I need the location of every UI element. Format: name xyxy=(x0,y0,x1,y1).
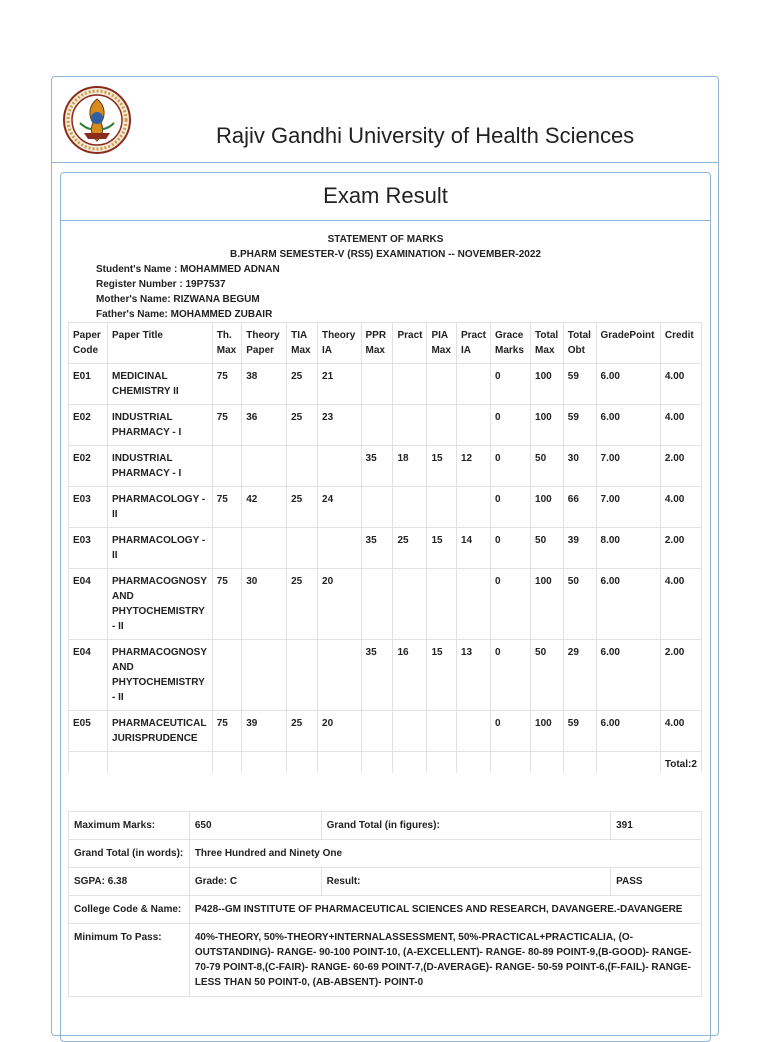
table-cell: 4.00 xyxy=(660,364,701,405)
summary-row xyxy=(69,840,702,868)
summary-row xyxy=(69,812,702,840)
table-cell: 35 xyxy=(361,528,393,569)
col-header: Theory IA xyxy=(318,323,361,364)
col-header: Pract xyxy=(393,323,427,364)
table-cell: PHARMACOLOGY - II xyxy=(108,528,213,569)
header-row xyxy=(69,323,702,364)
table-cell xyxy=(427,711,457,752)
table-cell: 2.00 xyxy=(660,640,701,711)
table-cell xyxy=(531,752,564,774)
marks-table-body xyxy=(69,364,702,774)
table-cell: 0 xyxy=(491,528,531,569)
table-cell: 25 xyxy=(287,569,318,640)
table-cell xyxy=(287,446,318,487)
table-cell xyxy=(456,487,490,528)
table-cell: 7.00 xyxy=(596,446,660,487)
table-cell: MEDICINAL CHEMISTRY II xyxy=(108,364,213,405)
table-cell xyxy=(563,752,596,774)
table-cell: 50 xyxy=(531,528,564,569)
table-row xyxy=(69,569,702,640)
table-cell: PHARMACOGNOSY AND PHYTOCHEMISTRY - II xyxy=(108,640,213,711)
grand-total-figures-value: 391 xyxy=(611,812,702,840)
table-cell: 59 xyxy=(563,364,596,405)
table-row xyxy=(69,487,702,528)
table-cell: 6.00 xyxy=(596,364,660,405)
university-seal-logo xyxy=(62,85,132,155)
table-cell: E03 xyxy=(69,487,108,528)
table-cell: 50 xyxy=(531,446,564,487)
table-cell: 6.00 xyxy=(596,569,660,640)
table-cell: 36 xyxy=(242,405,287,446)
col-header: PIA Max xyxy=(427,323,457,364)
table-row xyxy=(69,364,702,405)
col-header: Credit xyxy=(660,323,701,364)
table-cell: 100 xyxy=(531,711,564,752)
summary-row xyxy=(69,868,702,896)
table-row xyxy=(69,752,702,774)
table-cell xyxy=(393,711,427,752)
table-cell: 12 xyxy=(456,446,490,487)
table-cell: 2.00 xyxy=(660,446,701,487)
table-cell xyxy=(212,640,242,711)
table-cell: 25 xyxy=(287,405,318,446)
table-cell xyxy=(361,405,393,446)
table-cell: 15 xyxy=(427,446,457,487)
table-row xyxy=(69,711,702,752)
col-header: Pract IA xyxy=(456,323,490,364)
grand-total-words-label: Grand Total (in words): xyxy=(69,840,190,868)
grade-value: Grade: C xyxy=(189,868,321,896)
table-cell xyxy=(69,752,108,774)
table-cell xyxy=(242,528,287,569)
col-header: Grace Marks xyxy=(491,323,531,364)
table-cell: 39 xyxy=(242,711,287,752)
table-cell xyxy=(393,487,427,528)
table-cell: 6.00 xyxy=(596,405,660,446)
table-cell: E02 xyxy=(69,405,108,446)
summary-row xyxy=(69,896,702,924)
statement-exam: B.PHARM SEMESTER-V (RS5) EXAMINATION -- NOVEMBER-2022 xyxy=(230,249,541,260)
table-cell: 50 xyxy=(531,640,564,711)
table-cell xyxy=(361,364,393,405)
result-page-container xyxy=(51,76,719,1036)
father-name-line: Father's Name: MOHAMMED ZUBAIR xyxy=(96,309,273,320)
table-cell: 75 xyxy=(212,405,242,446)
table-cell: 75 xyxy=(212,569,242,640)
table-cell xyxy=(212,752,242,774)
table-cell: 100 xyxy=(531,569,564,640)
table-cell xyxy=(393,752,427,774)
table-cell: E04 xyxy=(69,569,108,640)
table-cell: INDUSTRIAL PHARMACY - I xyxy=(108,405,213,446)
university-name: Rajiv Gandhi University of Health Sciences xyxy=(216,123,635,148)
min-pass-value: 40%-THEORY, 50%-THEORY+INTERNALASSESSMENT, 50%-PRACTICAL+PRACTICALIA, (O-OUTSTANDING)- RANGE- 90-100 POINT-10, (A-EXCELLENT)- RANGE- 80-89 POINT-9,(B-GOOD)- RANGE- 70-79 POINT-8,(C-FAIR)- RANGE- 60-69 POINT-7,(D-AVERAGE)- RANGE- 50-59 POINT-6,(F-FAIL)- RANGE- LESS THAN 50 POINT-0, (AB-ABSENT)- POINT-0 xyxy=(189,924,701,997)
table-cell xyxy=(427,364,457,405)
mother-name-line: Mother's Name: RIZWANA BEGUM xyxy=(96,294,260,305)
student-name: MOHAMMED ADNAN xyxy=(180,264,280,275)
table-cell: E05 xyxy=(69,711,108,752)
table-cell: 25 xyxy=(287,364,318,405)
table-cell: 75 xyxy=(212,711,242,752)
table-cell xyxy=(427,752,457,774)
table-cell: INDUSTRIAL PHARMACY - I xyxy=(108,446,213,487)
college-value: P428--GM INSTITUTE OF PHARMACEUTICAL SCIENCES AND RESEARCH, DAVANGERE.-DAVANGERE xyxy=(189,896,701,924)
table-cell: 75 xyxy=(212,364,242,405)
col-header: Theory Paper xyxy=(242,323,287,364)
table-cell xyxy=(242,752,287,774)
table-cell: 0 xyxy=(491,405,531,446)
table-row xyxy=(69,640,702,711)
table-cell xyxy=(456,711,490,752)
table-cell: 2.00 xyxy=(660,528,701,569)
grand-total-words-value: Three Hundred and Ninety One xyxy=(189,840,701,868)
table-cell: PHARMACOGNOSY AND PHYTOCHEMISTRY - II xyxy=(108,569,213,640)
table-cell: 18 xyxy=(393,446,427,487)
table-cell: 6.00 xyxy=(596,640,660,711)
marks-table xyxy=(68,322,702,773)
table-cell: 100 xyxy=(531,364,564,405)
father-name: MOHAMMED ZUBAIR xyxy=(170,309,273,320)
table-cell: 25 xyxy=(287,487,318,528)
max-marks-value: 650 xyxy=(189,812,321,840)
table-cell xyxy=(212,446,242,487)
table-cell: 4.00 xyxy=(660,487,701,528)
table-cell xyxy=(456,752,490,774)
table-cell: PHARMACOLOGY - II xyxy=(108,487,213,528)
table-cell: 25 xyxy=(393,528,427,569)
table-row xyxy=(69,405,702,446)
table-cell xyxy=(393,405,427,446)
table-cell xyxy=(393,569,427,640)
table-cell xyxy=(427,405,457,446)
table-cell: 6.00 xyxy=(596,711,660,752)
col-header: Total Obt xyxy=(563,323,596,364)
table-cell: 0 xyxy=(491,711,531,752)
table-cell: 13 xyxy=(456,640,490,711)
table-cell: 4.00 xyxy=(660,405,701,446)
table-cell: 42 xyxy=(242,487,287,528)
summary-table xyxy=(68,811,702,997)
table-cell: 35 xyxy=(361,640,393,711)
table-cell: 21 xyxy=(318,364,361,405)
table-cell: 66 xyxy=(563,487,596,528)
table-cell xyxy=(287,640,318,711)
table-cell xyxy=(361,752,393,774)
col-header: TIA Max xyxy=(287,323,318,364)
mother-name: RIZWANA BEGUM xyxy=(173,294,260,305)
register-number: 19P7537 xyxy=(185,279,226,290)
college-label: College Code & Name: xyxy=(69,896,190,924)
col-header: Paper Code xyxy=(69,323,108,364)
table-cell: 0 xyxy=(491,364,531,405)
table-cell xyxy=(287,528,318,569)
col-header: PPR Max xyxy=(361,323,393,364)
table-cell: 7.00 xyxy=(596,487,660,528)
table-cell: 20 xyxy=(318,711,361,752)
table-cell: 30 xyxy=(242,569,287,640)
col-header: GradePoint xyxy=(596,323,660,364)
table-cell xyxy=(318,446,361,487)
table-cell xyxy=(287,752,318,774)
table-cell xyxy=(318,640,361,711)
table-cell: 75 xyxy=(212,487,242,528)
table-cell xyxy=(456,405,490,446)
table-cell xyxy=(108,752,213,774)
table-cell: 100 xyxy=(531,405,564,446)
table-cell: E01 xyxy=(69,364,108,405)
table-cell: 15 xyxy=(427,528,457,569)
table-cell: 20 xyxy=(318,569,361,640)
grand-total-figures-label: Grand Total (in figures): xyxy=(321,812,610,840)
register-number-line: Register Number : 19P7537 xyxy=(96,279,226,290)
table-cell xyxy=(596,752,660,774)
table-cell xyxy=(212,528,242,569)
table-row xyxy=(69,528,702,569)
col-header: Total Max xyxy=(531,323,564,364)
sgpa-value: SGPA: 6.38 xyxy=(69,868,190,896)
statement-title: STATEMENT OF MARKS xyxy=(327,234,444,245)
result-label: Result: xyxy=(321,868,610,896)
summary-row xyxy=(69,924,702,997)
table-cell xyxy=(242,446,287,487)
max-marks-label: Maximum Marks: xyxy=(69,812,190,840)
table-cell: 0 xyxy=(491,640,531,711)
table-cell xyxy=(361,487,393,528)
table-cell: 59 xyxy=(563,405,596,446)
table-cell: 50 xyxy=(563,569,596,640)
table-cell: PHARMACEUTICAL JURISPRUDENCE xyxy=(108,711,213,752)
table-cell: 25 xyxy=(287,711,318,752)
table-cell: 15 xyxy=(427,640,457,711)
table-cell: E02 xyxy=(69,446,108,487)
panel-heading: Exam Result xyxy=(61,173,710,221)
table-cell xyxy=(491,752,531,774)
table-cell: 30 xyxy=(563,446,596,487)
student-name-line: Student's Name : MOHAMMED ADNAN xyxy=(96,264,280,275)
exam-result-panel xyxy=(60,172,711,1042)
table-cell: 16 xyxy=(393,640,427,711)
table-cell: 0 xyxy=(491,569,531,640)
table-cell: 29 xyxy=(563,640,596,711)
table-cell xyxy=(361,711,393,752)
table-cell: E03 xyxy=(69,528,108,569)
table-cell xyxy=(318,528,361,569)
table-cell: 39 xyxy=(563,528,596,569)
table-cell: 4.00 xyxy=(660,569,701,640)
table-cell xyxy=(427,569,457,640)
table-cell: E04 xyxy=(69,640,108,711)
table-cell xyxy=(456,569,490,640)
marks-table-viewport[interactable] xyxy=(61,173,702,773)
table-cell: 0 xyxy=(491,487,531,528)
university-header xyxy=(52,77,718,163)
table-cell: 4.00 xyxy=(660,711,701,752)
table-row xyxy=(69,446,702,487)
table-cell xyxy=(456,364,490,405)
table-cell: 24 xyxy=(318,487,361,528)
col-header: Paper Title xyxy=(108,323,213,364)
table-cell: 38 xyxy=(242,364,287,405)
marks-table-head xyxy=(69,323,702,364)
table-cell: Total:2 xyxy=(660,752,701,774)
table-cell xyxy=(361,569,393,640)
min-pass-label: Minimum To Pass: xyxy=(69,924,190,997)
table-cell: 100 xyxy=(531,487,564,528)
table-cell xyxy=(318,752,361,774)
table-cell xyxy=(242,640,287,711)
table-cell: 23 xyxy=(318,405,361,446)
table-cell: 0 xyxy=(491,446,531,487)
table-cell xyxy=(393,364,427,405)
table-cell xyxy=(427,487,457,528)
col-header: Th. Max xyxy=(212,323,242,364)
table-cell: 8.00 xyxy=(596,528,660,569)
table-cell: 59 xyxy=(563,711,596,752)
table-cell: 14 xyxy=(456,528,490,569)
result-value: PASS xyxy=(611,868,702,896)
table-cell: 35 xyxy=(361,446,393,487)
